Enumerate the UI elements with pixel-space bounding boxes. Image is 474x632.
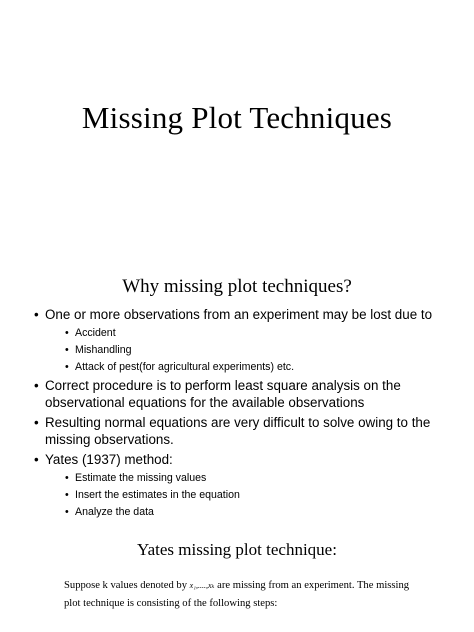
technique-description (64, 577, 424, 613)
bullet-item (34, 377, 444, 411)
sub-bullet-item: • Mishandling (65, 343, 444, 357)
section-heading: Why missing plot techniques? (122, 276, 352, 297)
bullet-item (34, 306, 444, 374)
bullet-list (34, 306, 444, 522)
sub-bullet-list (45, 326, 444, 374)
description-text: Suppose k values denoted by (64, 580, 187, 591)
sub-bullet-item: • Analyze the data (65, 505, 444, 519)
bullet-item (34, 414, 444, 448)
sub-bullet-item: • Accident (65, 326, 444, 340)
sub-bullet-item: • Attack of pest(for agricultural experiments) etc. (65, 360, 444, 374)
bullet-text: One or more observations from an experiment may be lost due to (45, 307, 433, 322)
sub-bullet-item: • Estimate the missing values (65, 471, 444, 485)
description-text: are missing from an experiment. The missing plot technique is consisting of the following steps: (64, 580, 410, 609)
slide-title: Missing Plot Techniques (81, 100, 393, 135)
sub-bullet-item: • Insert the estimates in the equation (65, 488, 444, 502)
bullet-text: Yates (1937) method: (45, 452, 173, 467)
bullet-text: Resulting normal equations are very difficult to solve owing to the missing observations. (45, 415, 431, 447)
technique-heading: Yates missing plot technique: (137, 540, 337, 559)
sub-bullet-list (45, 471, 444, 519)
bullet-text: Correct procedure is to perform least square analysis on the observational equations for the available observations (45, 378, 401, 410)
missing-values-notation: x₁,....,xₖ (189, 581, 215, 590)
bullet-item (34, 451, 444, 519)
